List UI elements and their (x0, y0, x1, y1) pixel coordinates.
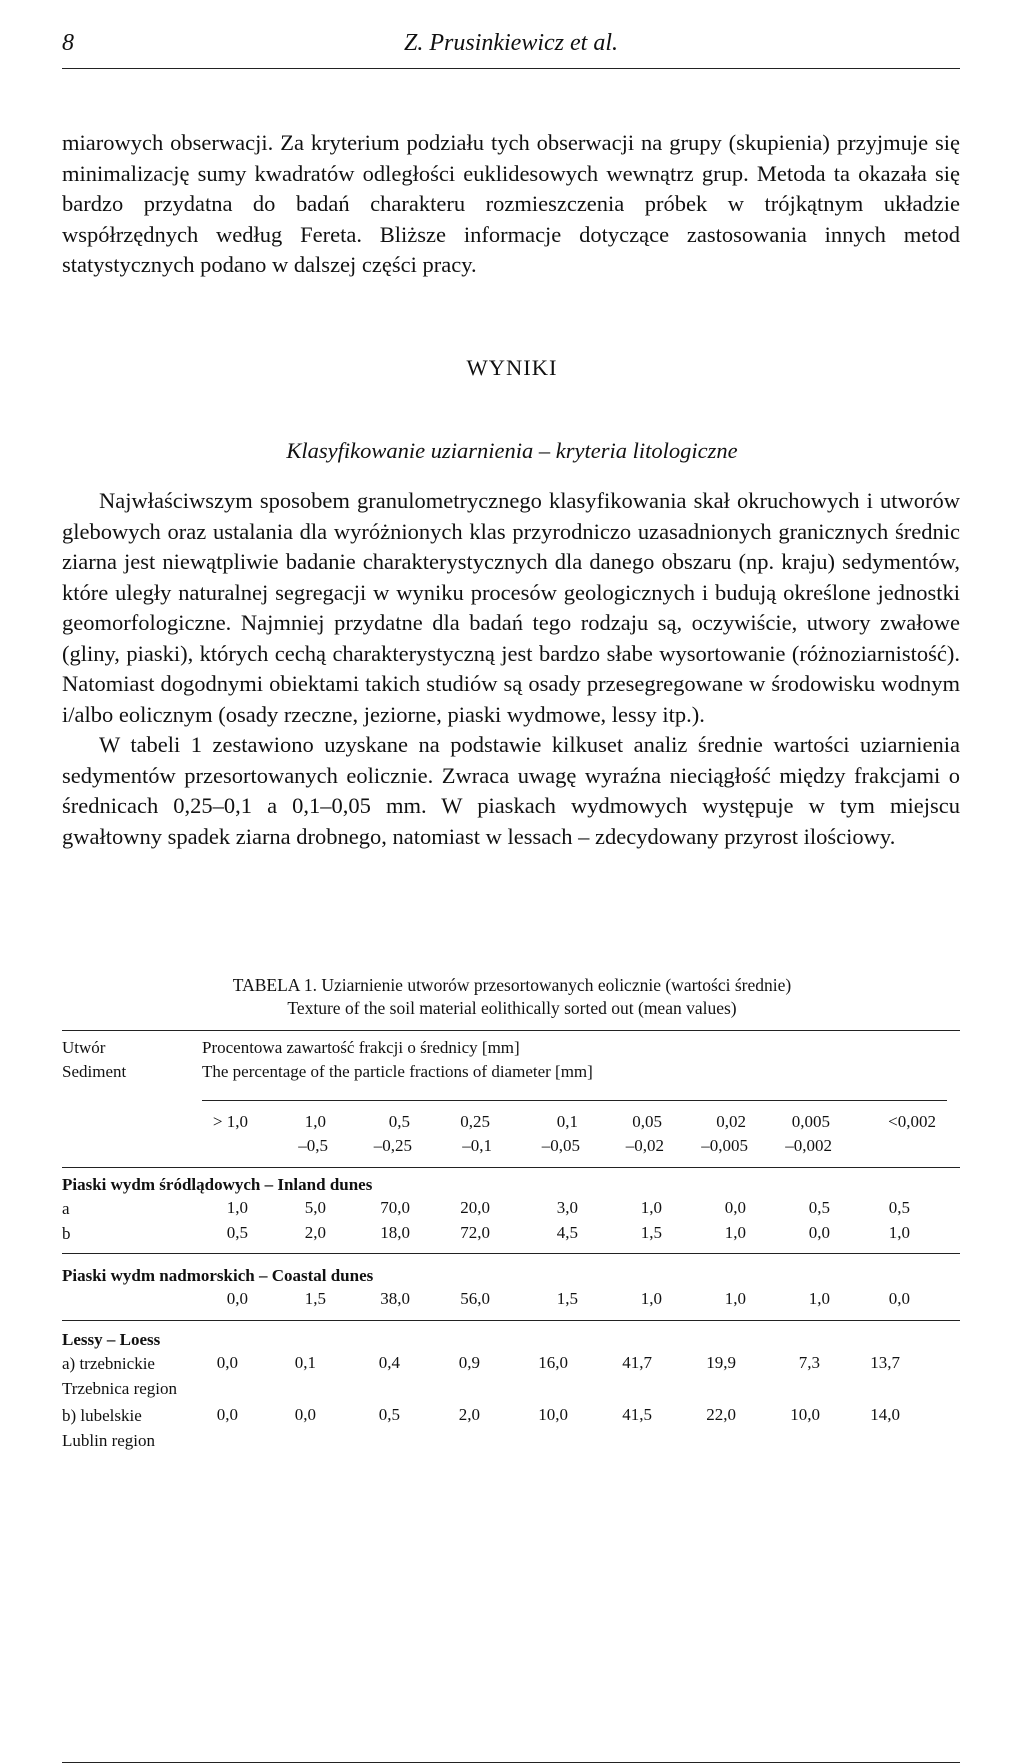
table-cell: 0,0 (226, 1289, 248, 1308)
table-cell: 1,5 (304, 1289, 326, 1308)
group-title: Piaski wydm śródlądowych – Inland dunes (62, 1175, 373, 1194)
table-cell: 0,4 (378, 1353, 400, 1372)
table-cell: 2,0 (458, 1405, 480, 1424)
row-label-en: Trzebnica region (62, 1379, 178, 1398)
group-rule-1 (62, 1253, 960, 1254)
table-cell: 1,0 (808, 1289, 830, 1308)
fraction-head-top: 0,05 (632, 1112, 662, 1131)
fraction-head-top: 1,0 (304, 1112, 326, 1131)
fraction-head-top: 0,02 (716, 1112, 746, 1131)
table-cell: 4,5 (556, 1223, 578, 1242)
fraction-head-bottom: –0,5 (298, 1136, 328, 1155)
subsection-title: Klasyfikowanie uziarnienia – kryteria litologiczne (286, 438, 738, 463)
column-head-sediment-pl: Utwór (62, 1038, 106, 1057)
page-number: 8 (62, 30, 74, 56)
table-cell: 41,7 (622, 1353, 652, 1372)
row-label: b) lubelskie (62, 1406, 142, 1425)
table-cell: 10,0 (790, 1405, 820, 1424)
table-cell: 56,0 (460, 1289, 490, 1308)
table-cell: 0,9 (458, 1353, 480, 1372)
table-top-rule (62, 1030, 960, 1031)
table-cell: 22,0 (706, 1405, 736, 1424)
table-cell: 16,0 (538, 1353, 568, 1372)
table-cell: 1,0 (226, 1198, 248, 1217)
fraction-head-top: 0,005 (791, 1112, 830, 1131)
table-caption-en: Texture of the soil material eolithically sorted out (mean values) (287, 998, 737, 1018)
table-cell: 1,0 (724, 1289, 746, 1308)
column-head-sediment-en: Sediment (62, 1062, 127, 1081)
table-cell: 41,5 (622, 1405, 652, 1424)
table-cell: 70,0 (380, 1198, 410, 1217)
fractions-rule (202, 1100, 947, 1101)
table-cell: 0,0 (216, 1353, 238, 1372)
row-label: b (62, 1224, 71, 1243)
fraction-head-bottom: –0,05 (541, 1136, 580, 1155)
paragraph-1: miarowych obserwacji. Za kryterium podziału tych obserwacji na grupy (skupienia) przyjmuje się minimalizację sumy kwadratów odległości euklidesowych wewnątrz grup. Metoda ta okazała się bardzo przydatna do badań charakteru rozmieszczenia próbek w trójkątnym układzie współrzędnych według Fereta. Bliższe informacje dotyczące zastosowania innych metod statystycznych podano w dalszej części pracy. (62, 130, 960, 277)
page-header (62, 30, 960, 69)
paragraph-3: W tabeli 1 zestawiono uzyskane na podstawie kilkuset analiz średnie wartości uziarnienia sedymentów przesortowanych eolicznie. Zwraca uwagę wyraźna nieciągłość między frakcjami o średnicach 0,25–0,1 a 0,1–0,05 mm. W piaskach wydmowych występuje w tym miejscu gwałtowny spadek ziarna drobnego, natomiast w lessach – zdecydowany przyrost ilościowy. (62, 732, 960, 849)
row-label: a (62, 1199, 70, 1218)
table-cell: 0,5 (888, 1198, 910, 1217)
table-cell: 1,0 (640, 1289, 662, 1308)
table-cell: 5,0 (304, 1198, 326, 1217)
fraction-head-top: 0,1 (556, 1112, 578, 1131)
fraction-head-top: > 1,0 (212, 1112, 248, 1131)
table-cell: 0,0 (808, 1223, 830, 1242)
table-cell: 2,0 (304, 1223, 326, 1242)
column-head-fractions-pl: Procentowa zawartość frakcji o średnicy [mm] (202, 1038, 520, 1057)
table-cell: 0,5 (226, 1223, 248, 1242)
table-cell: 72,0 (460, 1223, 490, 1242)
fraction-head-top: 0,25 (460, 1112, 490, 1131)
table-cell: 1,5 (640, 1223, 662, 1242)
fraction-head-bottom: –0,1 (462, 1136, 492, 1155)
results-text (62, 486, 960, 852)
fraction-head-top: 0,5 (388, 1112, 410, 1131)
row-label-en: Lublin region (62, 1431, 156, 1450)
group-title: Piaski wydm nadmorskich – Coastal dunes (62, 1266, 374, 1285)
table-cell: 10,0 (538, 1405, 568, 1424)
table-caption-pl: TABELA 1. Uziarnienie utworów przesortowanych eolicznie (wartości średnie) (232, 975, 792, 995)
table-cell: 0,5 (808, 1198, 830, 1217)
table-cell: 1,0 (640, 1198, 662, 1217)
table-cell: 0,0 (294, 1405, 316, 1424)
table-cell: 0,0 (888, 1289, 910, 1308)
table-cell: 0,0 (216, 1405, 238, 1424)
fraction-head-bottom: –0,002 (785, 1136, 832, 1155)
fraction-head-bottom: –0,02 (625, 1136, 664, 1155)
table-caption (0, 974, 1024, 1020)
table-head-rule (62, 1167, 960, 1168)
section-title: WYNIKI (466, 355, 558, 380)
column-head-fractions-en: The percentage of the particle fractions of diameter [mm] (202, 1062, 593, 1081)
table-cell: 13,7 (870, 1353, 900, 1372)
running-head: Z. Prusinkiewicz et al. (404, 30, 618, 56)
fraction-head-top: <0,002 (888, 1112, 936, 1131)
row-label: a) trzebnickie (62, 1354, 155, 1373)
group-rule-2 (62, 1320, 960, 1321)
fraction-head-bottom: –0,25 (373, 1136, 412, 1155)
group-title: Lessy – Loess (62, 1330, 161, 1349)
table-cell: 1,0 (724, 1223, 746, 1242)
table-cell: 18,0 (380, 1223, 410, 1242)
fraction-head-bottom: –0,005 (701, 1136, 748, 1155)
table-cell: 38,0 (380, 1289, 410, 1308)
paragraph-2: Najwłaściwszym sposobem granulometrycznego klasyfikowania skał okruchowych i utworów glebowych oraz ustalania dla wyróżnionych klas przyrodniczo uzasadnionych granicznych średnic ziarna jest niewątpliwie badanie charakterystycznych dla danego obszaru (np. kraju) sedymentów, które uległy naturalnej segregacji w wyniku procesów geologicznych i budują określone jednostki geomorfologiczne. Najmniej przydatne dla badań tego rodzaju są, oczywiście, utwory zwałowe (gliny, piaski), których cechą charakterystyczną jest bardzo słabe wysortowanie (różnoziarnistość). Natomiast dogodnymi obiektami takich studiów są osady przesegregowane w środowisku wodnym i/albo eolicznym (osady rzeczne, jeziorne, piaski wydmowe, lessy itp.). (62, 488, 960, 727)
table-cell: 3,0 (556, 1198, 578, 1217)
intro-text (62, 128, 960, 281)
table-cell: 0,5 (378, 1405, 400, 1424)
table-cell: 14,0 (870, 1405, 900, 1424)
table-cell: 7,3 (798, 1353, 820, 1372)
table-cell: 0,0 (724, 1198, 746, 1217)
table-cell: 0,1 (294, 1353, 316, 1372)
table-cell: 19,9 (706, 1353, 736, 1372)
table-cell: 20,0 (460, 1198, 490, 1217)
table-cell: 1,0 (888, 1223, 910, 1242)
table-cell: 1,5 (556, 1289, 578, 1308)
